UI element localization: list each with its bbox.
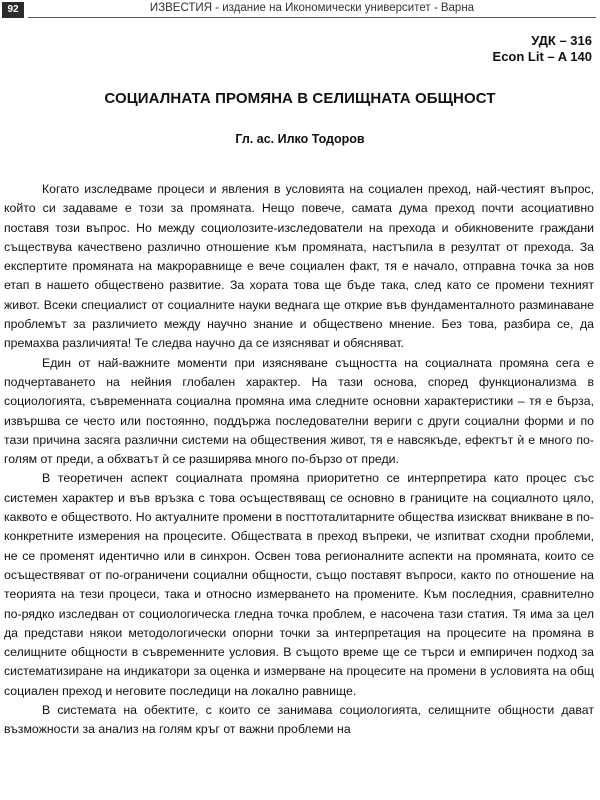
econ-lit-code: Econ Lit – A 140 <box>492 49 592 64</box>
udk-code: УДК – 316 <box>531 33 592 48</box>
body-paragraph: В теоретичен аспект социалната промяна приоритетно се интерпретира като процес със системен характер и във връзка с това осъществяващ се основно в границите на социалното цяло, каквото е обществото. Но актуалните промени в посттоталитарните общества изискват вникване в по-конкретните измерения на процесите. Обществата в преход въпреки, че изпитват сходни проблеми, не се променят идентично или в синхрон. Освен това регионалните аспекти на промяната, които се осъществяват от по-ограничени социални общности, също поставят въпроси, както по отношение на теорията на тези процеси, така и относно измерването на промените. Към последния, сравнително по-рядко изследван от социологическа гледна точка проблем, е насочена тази статия. Тя има за цел да представи някои методологически опорни точки за интерпретация на процесите на промяна в селищните общности в съвременните условия. В същото време ще се търси и емпиричен подход за систематизиране на индикатори за оценка и измерване на процесите на промени в условията на общ социален преход и неговите последици на локално равнище. <box>4 471 594 698</box>
body-paragraph: Един от най-важните моменти при изясняване същността на социалната промяна сега е подчертаването на нейния глобален характер. На тази основа, според функционализма в социологията, съвременната социална промяна има следните основни характеристики – тя е бърза, извършва се често или постоянно, поддържа последователни вериги с други социални форми и по тази причина засяга различни системи на обществения живот, тя е навсякъде, ефектът ѝ е много по-голям от преди, а обхватът ѝ се разширява много по-бързо от преди. <box>4 355 594 467</box>
running-header <box>0 0 600 22</box>
header-rule <box>28 17 596 18</box>
article-title: СОЦИАЛНАТА ПРОМЯНА В СЕЛИЩНАТА ОБЩНОСТ <box>104 90 496 107</box>
body-paragraph: В системата на обектите, с които се занимава социологията, селищните общности дават възможности за анализ на голям кръг от важни проблеми на <box>4 703 594 737</box>
page-number: 92 <box>2 2 24 18</box>
journal-running-head: ИЗВЕСТИЯ - издание на Икономически университет - Варна <box>149 2 475 14</box>
article-body <box>4 180 594 800</box>
body-paragraph: Когато изследваме процеси и явления в условията на социален преход, най-честият въпрос, който си задаваме е този за промяната. Нещо повече, самата дума преход почти асоциативно поставя този въпрос. Но между социолозите-изследователи на прехода и обикновените граждани съществува качествено различно отношение към промяната, настъпила в резултат от прехода. За експертите промяната на макроравнище е вече социален факт, тя е начало, отправна точка за нов етап в нашето обществено развитие. За хората това ще бъде така, след като се промени техният живот. Всеки специалист от социалните науки веднага ще открие във фундаменталното разминаване проблемът за различието между научно знание и обществено мнение. Без това, разбира се, да премахва различията! Те следва научно да се изясняват и обясняват. <box>4 182 594 351</box>
article-author: Гл. ас. Илко Тодоров <box>235 132 365 146</box>
classification-codes <box>493 33 592 65</box>
